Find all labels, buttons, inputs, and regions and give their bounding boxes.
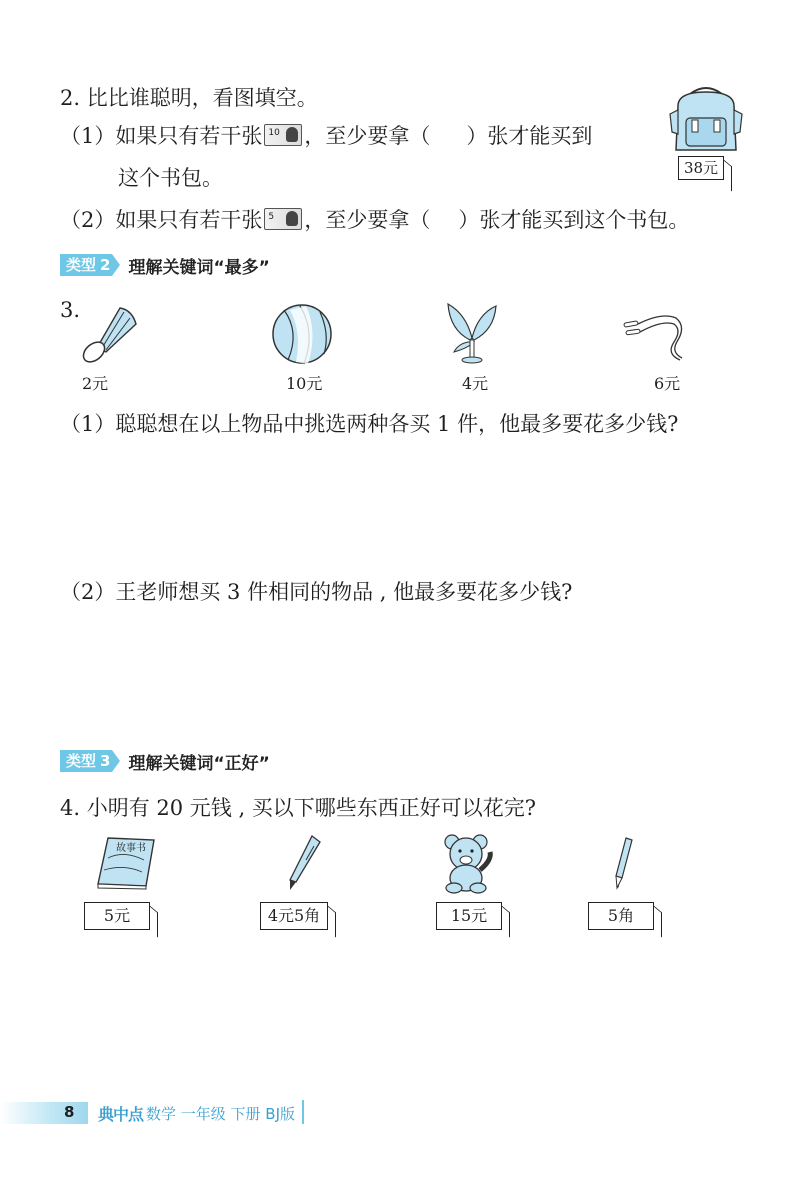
banknote-five-icon: 5 (264, 208, 302, 230)
footer-divider (302, 1100, 304, 1124)
q3-part1-answer-area[interactable] (60, 444, 740, 564)
q3-price-3: 4元 (462, 374, 489, 393)
banknote-ten-icon: 10 (264, 124, 302, 146)
backpack-price-tag: 38元 (678, 156, 724, 180)
story-book-icon (94, 836, 156, 890)
q3-part1: （1）聪聪想在以上物品中挑选两种各买 1 件，他最多要花多少钱? (60, 412, 679, 436)
q3-part2-answer-area[interactable] (60, 612, 740, 732)
brand-logo: 典中点 (98, 1105, 144, 1124)
section-tag-3 (60, 750, 270, 772)
q4-price-tag-4: 5角 (588, 902, 654, 930)
backpack-icon (668, 84, 744, 156)
q2-part1-text-c: ）张才能买到 (466, 124, 593, 148)
q2-title: 2. 比比谁聪明，看图填空。 (60, 86, 318, 110)
footer-bar (0, 1102, 88, 1124)
q4-price-tag-3: 15元 (436, 902, 502, 930)
pencil-icon (612, 836, 636, 890)
q3-number: 3. (60, 298, 81, 322)
section-tag-number: 3 (100, 752, 111, 770)
story-book-title: 故事书 (116, 843, 146, 854)
section-tag-label: 类型 (60, 254, 100, 276)
shuttlecock-icon (76, 302, 140, 364)
tag-arrow-icon (112, 254, 120, 276)
tag-arrow-icon (112, 750, 120, 772)
pen-icon (284, 834, 324, 892)
q4-price-tag-2: 4元5角 (260, 902, 328, 930)
q4-price-tag-1: 5元 (84, 902, 150, 930)
teddy-bear-icon (440, 830, 496, 894)
q2-part1 (60, 122, 592, 150)
q3-price-2: 10元 (286, 374, 323, 393)
section-tag-2 (60, 254, 270, 276)
page-number: 8 (64, 1103, 75, 1121)
q2-part1-text-b: ，至少要拿（ (304, 124, 431, 148)
q2-part2 (60, 206, 689, 234)
footer-subject: 数学 一年级 下册 BJ版 (146, 1105, 296, 1123)
section-title: 理解关键词“正好” (128, 753, 270, 774)
q3-price-4: 6元 (654, 374, 681, 393)
q2-part1-text-a: （1）如果只有若干张 (60, 124, 263, 148)
section-title: 理解关键词“最多” (128, 257, 270, 278)
q3-part2: （2）王老师想买 3 件相同的物品 , 他最多要花多少钱? (60, 580, 573, 604)
q2-part2-text-a: （2）如果只有若干张 (60, 208, 263, 232)
feather-shuttle-icon (444, 300, 500, 366)
q4-title: 4. 小明有 20 元钱 , 买以下哪些东西正好可以花完? (60, 796, 537, 820)
q2-part2-text-b: ，至少要拿（ (304, 208, 431, 232)
section-tag-label: 类型 (60, 750, 100, 772)
q2-part1-line2: 这个书包。 (118, 166, 223, 190)
q2-part2-text-c: ）张才能买到这个书包。 (458, 208, 690, 232)
section-tag-number: 2 (100, 256, 111, 274)
jump-rope-icon (622, 312, 686, 362)
ball-icon (270, 302, 334, 366)
q3-price-1: 2元 (82, 374, 109, 393)
